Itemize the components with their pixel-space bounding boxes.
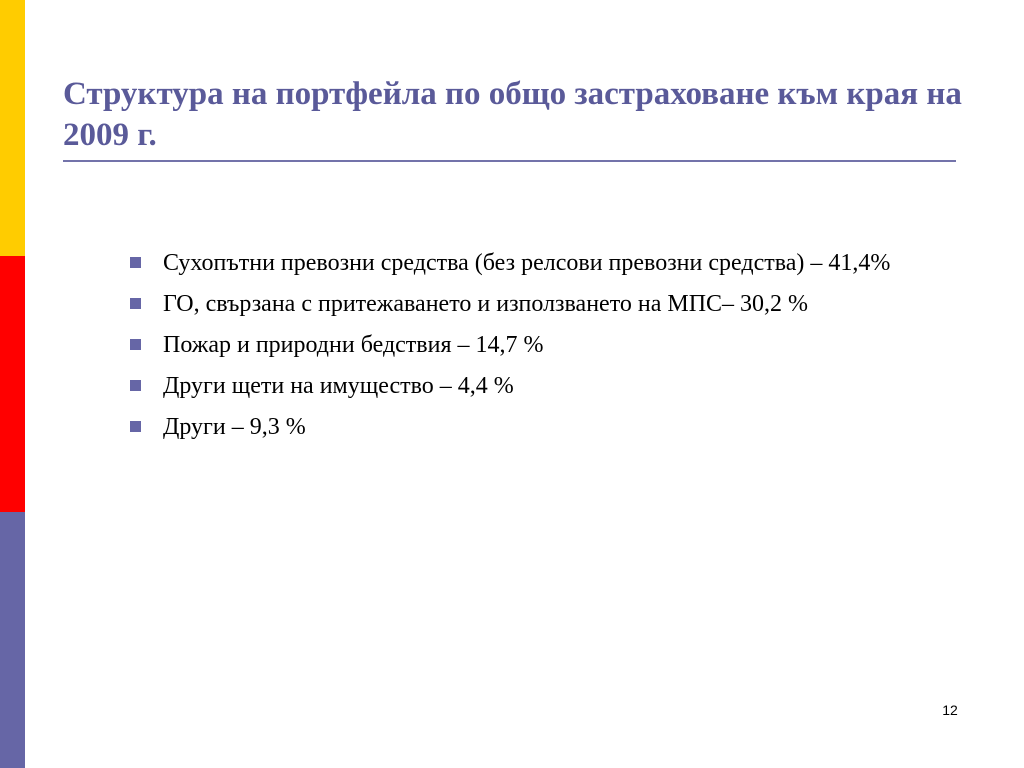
square-bullet-icon [130, 421, 141, 432]
square-bullet-icon [130, 298, 141, 309]
list-item [130, 369, 950, 403]
list-item-text: Други – 9,3 % [163, 414, 306, 440]
list-item-text: ГО, свързана с притежаването и използването на МПС– 30,2 % [163, 291, 809, 317]
square-bullet-icon [130, 380, 141, 391]
list-item-text: Други щети на имущество – 4,4 % [163, 373, 514, 399]
square-bullet-icon [130, 257, 141, 268]
list-item-text: Пожар и природни бедствия – 14,7 % [163, 332, 544, 358]
title-divider [63, 160, 956, 162]
list-item-text: Сухопътни превозни средства (без релсови превозни средства) – 41,4% [163, 250, 891, 276]
list-item [130, 328, 950, 362]
list-item [130, 410, 950, 444]
side-bar-blue-segment [0, 512, 25, 768]
page-number: 12 [942, 702, 958, 718]
square-bullet-icon [130, 339, 141, 350]
side-bar-yellow-segment [0, 0, 25, 256]
list-item [130, 287, 950, 321]
list-item [130, 246, 950, 280]
decorative-side-bar [0, 0, 25, 768]
bullet-list [130, 246, 950, 451]
side-bar-red-segment [0, 256, 25, 512]
slide-title: Структура на портфейла по общо застраховане към края на 2009 г. [63, 76, 962, 153]
